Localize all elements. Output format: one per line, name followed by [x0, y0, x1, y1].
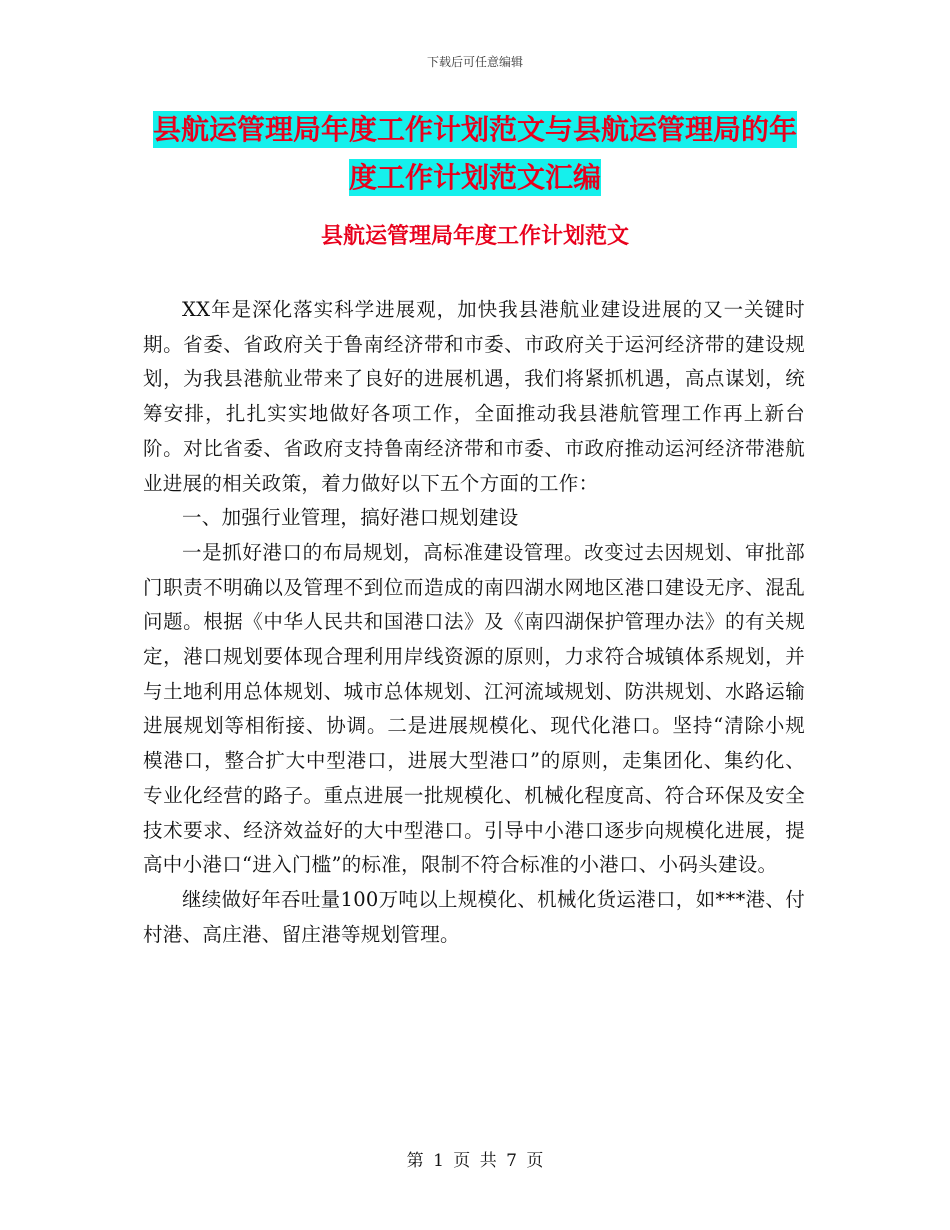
paragraph-intro: XX年是深化落实科学进展观，加快我县港航业建设进展的又一关键时期。省委、省政府关于鲁南经济带和市委、市政府关于运河经济带的建设规划，为我县港航业带来了良好的进展机遇，我们将紧抓机遇，高点谋划，统筹安排，扎扎实实地做好各项工作，全面推动我县港航管理工作再上新台阶。对比省委、省政府支持鲁南经济带和市委、市政府推动运河经济带港航业进展的相关政策，着力做好以下五个方面的工作：: [143, 298, 805, 495]
document-title-line-2: 度工作计划范文汇编: [348, 161, 601, 194]
document-title: [140, 106, 810, 202]
page-number: 第 1 页 共 7 页: [406, 1151, 544, 1171]
paragraph-heading-one: 一、加强行业管理，搞好港口规划建设: [182, 506, 519, 530]
document-title-line-1: 县航运管理局年度工作计划范文与县航运管理局的年: [152, 113, 797, 146]
header-note: 下载后可任意编辑: [426, 55, 523, 69]
paragraph-port-planning: 一是抓好港口的布局规划，高标准建设管理。改变过去因规划、审批部门职责不明确以及管理不到位而造成的南四湖水网地区港口建设无序、混乱问题。根据《中华人民共和国港口法》及《南四湖保护管理办法》的有关规定，港口规划要体现合理利用岸线资源的原则，力求符合城镇体系规划，并与土地利用总体规划、城市总体规划、江河流域规划、防洪规划、水路运输进展规划等相衔接、协调。二是进展规模化、现代化港口。坚持“清除小规模港口，整合扩大中型港口，进展大型港口”的原则，走集团化、集约化、专业化经营的路子。重点进展一批规模化、机械化程度高、符合环保及安全技术要求、经济效益好的大中型港口。引导中小港口逐步向规模化进展，提高中小港口“进入门槛”的标准，限制不符合标准的小港口、小码头建设。: [143, 540, 805, 877]
document-body: [143, 293, 805, 952]
section-title: 县航运管理局年度工作计划范文: [320, 224, 629, 249]
paragraph-port-management: 继续做好年吞吐量100万吨以上规模化、机械化货运港口，如***港、付村港、高庄港、留庄港等规划管理。: [143, 887, 805, 946]
